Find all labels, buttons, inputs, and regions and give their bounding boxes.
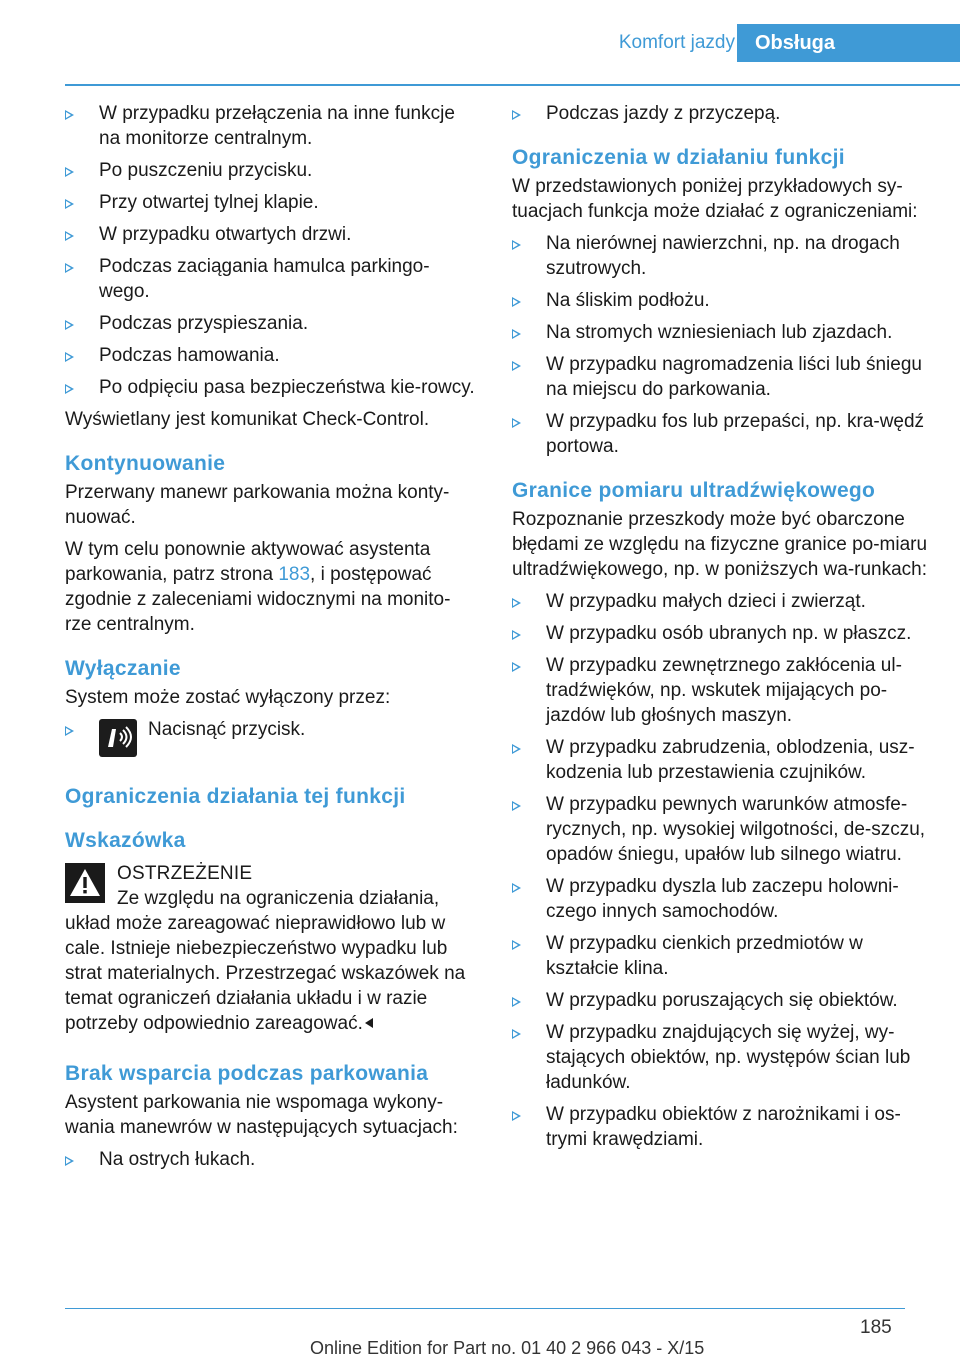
footer-rule (65, 1308, 905, 1309)
bullet-triangle-icon (512, 598, 521, 608)
right-column (512, 101, 932, 1159)
list-item-text: Podczas hamowania. (99, 345, 280, 366)
bullet-triangle-icon (65, 384, 74, 394)
list-item (512, 288, 932, 313)
list-item-text: Podczas jazdy z przyczepą. (546, 103, 781, 124)
bullet-triangle-icon (512, 801, 521, 811)
page-reference-link[interactable]: 183 (278, 564, 311, 585)
parking-assistant-button-icon (99, 719, 137, 757)
bullet-triangle-icon (512, 940, 521, 950)
bullet-triangle-icon (512, 240, 521, 250)
list-item (512, 231, 932, 281)
list-item (65, 1147, 475, 1172)
list-item (65, 254, 475, 304)
list-item-text: W przypadku fos lub przepaści, np. kra-wędź portowa. (546, 411, 925, 457)
bullet-triangle-icon (65, 1156, 74, 1166)
paragraph-wylaczanie: System może zostać wyłączony przez: (65, 687, 391, 708)
bullet-triangle-icon (65, 726, 74, 736)
bullet-triangle-icon (512, 997, 521, 1007)
list-item-press-button (65, 717, 475, 759)
list-item-text: Na nierównej nawierzchni, np. na drogach szutrowych. (546, 233, 900, 279)
heading-ograniczenia: Ograniczenia działania tej funkcji (65, 785, 406, 808)
heading-wylaczanie: Wyłączanie (65, 657, 181, 680)
list-item-text: W przypadku znajdujących się wyżej, wy-stających obiektów, np. występów ścian lub ładunków. (546, 1022, 911, 1093)
bullet-triangle-icon (512, 110, 521, 120)
header-chapter-tab: Obsługa (737, 24, 960, 62)
heading-granice-pomiaru: Granice pomiaru ultradźwiękowego (512, 479, 876, 502)
list-item-text: Przy otwartej tylnej klapie. (99, 192, 319, 213)
paragraph-ograniczenia: W przedstawionych poniżej przykładowych sy-tuacjach funkcja może działać z ograniczeniami: (512, 176, 918, 222)
list-item-text: W przypadku pewnych warunków atmosfe-rycznych, np. wysokiej wilgotności, de-szczu, opadów śniegu, upałów lub silnego wiatru. (546, 794, 926, 865)
paragraph-text: , i postępować zgodnie z zaleceniami widocznymi na monito-rze centralnym. (65, 564, 451, 635)
bullet-triangle-icon (512, 662, 521, 672)
list-item (512, 352, 932, 402)
list-item (512, 931, 932, 981)
list-item (512, 792, 932, 867)
list-item-text: W przypadku osób ubranych np. w płaszcz. (546, 623, 912, 644)
heading-kontynuowanie: Kontynuowanie (65, 452, 226, 475)
list-item (512, 101, 932, 126)
warning-text (65, 886, 475, 1036)
list-item (512, 653, 932, 728)
warning-triangle-icon (65, 863, 105, 903)
list-item (512, 735, 932, 785)
header-rule (65, 84, 960, 86)
list-item (65, 311, 475, 336)
bullet-triangle-icon (65, 320, 74, 330)
check-control-message: Wyświetlany jest komunikat Check-Control. (65, 409, 430, 430)
left-column (65, 101, 475, 1179)
heading-brak-wsparcia: Brak wsparcia podczas parkowania (65, 1062, 429, 1085)
list-item-text: Po puszczeniu przycisku. (99, 160, 313, 181)
bullet-triangle-icon (512, 630, 521, 640)
list-item-text: W przypadku zewnętrznego zakłócenia ul-tradźwięków, np. wskutek mijających po-jazdów lub głośnych maszyn. (546, 655, 902, 726)
press-button-label: Nacisnąć przycisk. (148, 719, 306, 740)
bullet-triangle-icon (65, 231, 74, 241)
bullet-triangle-icon (512, 1029, 521, 1039)
paragraph-granice: Rozpoznanie przeszkody może być obarczone błędami ze względu na fizyczne granice po-miaru ultradźwiękowego, np. w poniższych wa-runkach: (512, 509, 928, 580)
list-item-text: W przypadku poruszających się obiektów. (546, 990, 898, 1011)
bullet-triangle-icon (512, 329, 521, 339)
left-bullet-list-2 (65, 1147, 475, 1172)
page-header (0, 24, 960, 62)
heading-wskazowka: Wskazówka (65, 829, 186, 852)
list-item-text: Podczas zaciągania hamulca parkingo-wego. (99, 256, 430, 302)
list-item-text: W przypadku nagromadzenia liści lub śniegu na miejscu do parkowania. (546, 354, 922, 400)
bullet-triangle-icon (512, 744, 521, 754)
right-bullet-list-2 (512, 589, 932, 1152)
list-item (65, 343, 475, 368)
bullet-triangle-icon (512, 418, 521, 428)
list-item (65, 101, 475, 151)
list-item-text: Podczas przyspieszania. (99, 313, 309, 334)
paragraph-text: W tym celu ponownie aktywować asystenta parkowania, patrz strona (65, 539, 431, 585)
bullet-triangle-icon (65, 110, 74, 120)
bullet-triangle-icon (65, 199, 74, 209)
list-item (512, 1020, 932, 1095)
list-item (512, 409, 932, 459)
list-item-text: W przypadku dyszla lub zaczepu holowni-czego innych samochodów. (546, 876, 899, 922)
list-item (512, 988, 932, 1013)
list-item-text: W przypadku małych dzieci i zwierząt. (546, 591, 866, 612)
list-item (512, 1102, 932, 1152)
warning-block (65, 861, 475, 1036)
list-item-text: W przypadku cienkich przedmiotów w kształcie klina. (546, 933, 863, 979)
heading-ograniczenia-w-dzialaniu: Ograniczenia w działaniu funkcji (512, 146, 845, 169)
edition-footer: Online Edition for Part no. 01 40 2 966 043 - X/15 (310, 1338, 705, 1358)
page-number: 185 (860, 1317, 892, 1338)
header-section-title: Komfort jazdy (618, 32, 735, 53)
list-item (65, 190, 475, 215)
list-item-text: W przypadku obiektów z narożnikami i os-trymi krawędziami. (546, 1104, 901, 1150)
list-item (65, 158, 475, 183)
bullet-triangle-icon (65, 352, 74, 362)
list-item-text: Na ostrych łukach. (99, 1149, 256, 1170)
bullet-triangle-icon (65, 263, 74, 273)
end-mark-icon (365, 1018, 373, 1028)
list-item (512, 621, 932, 646)
list-item (65, 375, 475, 400)
bullet-triangle-icon (512, 361, 521, 371)
paragraph-brak-wsparcia: Asystent parkowania nie wspomaga wykony-wania manewrów w następujących sytuacjach: (65, 1092, 458, 1138)
warning-title: OSTRZEŻENIE (117, 863, 253, 884)
paragraph-kontynuowanie-1: Przerwany manewr parkowania można konty-nuować. (65, 482, 450, 528)
list-item-text: Na stromych wzniesieniach lub zjazdach. (546, 322, 893, 343)
list-item-text: Na śliskim podłożu. (546, 290, 710, 311)
bullet-triangle-icon (512, 297, 521, 307)
list-item-text: W przypadku przełączenia na inne funkcje na monitorze centralnym. (99, 103, 455, 149)
bullet-triangle-icon (512, 883, 521, 893)
bullet-triangle-icon (512, 1111, 521, 1121)
right-bullet-list-0 (512, 101, 932, 126)
warning-body: Ze względu na ograniczenia działania, układ może zareagować nieprawidłowo lub w cale. Istnieje niebezpieczeństwo wypadku lub strat materialnych. Przestrzegać wskazówek na temat ograniczeń działania układu i w razie potrzeby odpowiednio zareagować. (65, 888, 466, 1034)
list-item (65, 222, 475, 247)
list-item-text: Po odpięciu pasa bezpieczeństwa kie-rowcy. (99, 377, 475, 398)
left-bullet-list-1 (65, 101, 475, 400)
list-item (512, 874, 932, 924)
bullet-triangle-icon (65, 167, 74, 177)
list-item-text: W przypadku otwartych drzwi. (99, 224, 352, 245)
list-item (512, 320, 932, 345)
right-bullet-list-1 (512, 231, 932, 459)
list-item (512, 589, 932, 614)
list-item-text: W przypadku zabrudzenia, oblodzenia, usz-kodzenia lub przestawienia czujników. (546, 737, 915, 783)
paragraph-kontynuowanie-2 (65, 537, 475, 637)
